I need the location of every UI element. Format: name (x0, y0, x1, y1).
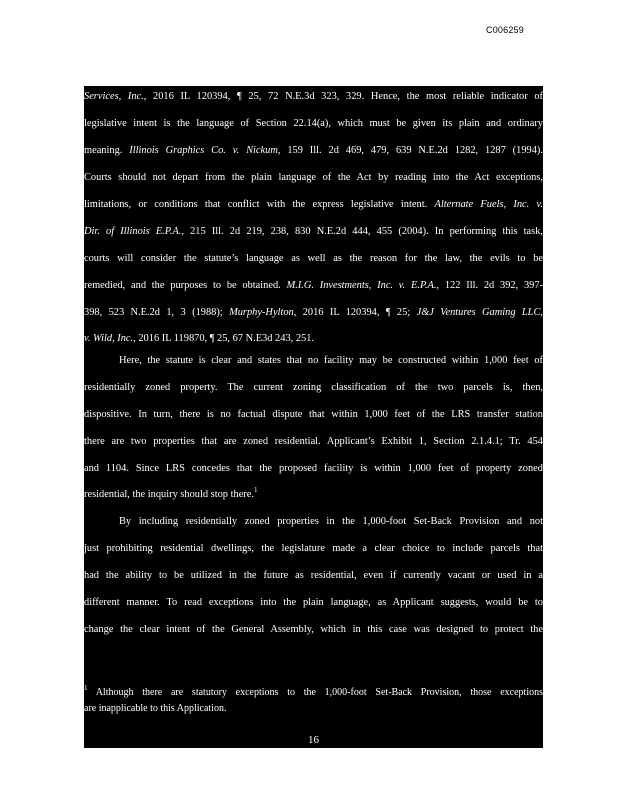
text-line (84, 621, 543, 639)
text-span: remedied, and the purposes to be obtained. (84, 280, 287, 291)
text-line (84, 594, 543, 612)
text-span: and 1104. Since LRS concedes that the proposed facility is within 1,000 feet of property zoned (84, 463, 543, 474)
text-line (84, 304, 543, 322)
text-span: , 2016 IL 120394, ¶ 25; (293, 307, 417, 318)
text-span: just prohibiting residential dwellings, the legislature made a clear choice to include parcels that (84, 543, 543, 554)
case-citation: v. Wild, Inc. (84, 333, 134, 344)
text-span: dispositive. In turn, there is no factual dispute that within 1,000 feet of the LRS transfer station (84, 409, 543, 420)
text-span: different manner. To read exceptions into the plain language, as Applicant suggests, would be to (84, 597, 543, 608)
text-span: there are two properties that are zoned residential. Applicant’s Exhibit 1, Section 2.1.4.1; Tr. 454 (84, 436, 543, 447)
text-span: By including residentially zoned properties in the 1,000-foot Set-Back Provision and not (119, 516, 543, 527)
text-line (84, 460, 543, 478)
text-line (84, 406, 543, 424)
text-line (84, 250, 543, 268)
text-line (84, 540, 543, 558)
case-citation: Services, Inc. (84, 91, 144, 102)
footnote-text: Although there are statutory exceptions to the 1,000-foot Set-Back Provision, those exceptions (95, 687, 543, 698)
text-line (84, 169, 543, 187)
text-line (84, 379, 543, 397)
text-line (84, 196, 543, 214)
case-citation: Illinois Graphics Co. v. Nickum (129, 145, 278, 156)
text-line (84, 277, 543, 295)
text-span: legislative intent is the language of Section 22.14(a), which must be given its plain and ordinary (84, 118, 543, 129)
footnote-reference: 1 (253, 486, 258, 494)
text-line (84, 330, 543, 348)
case-citation: Murphy-Hylton (229, 307, 294, 318)
text-line (84, 88, 543, 106)
footnote-marker: 1 (84, 684, 88, 692)
footnote-text: are inapplicable to this Application. (84, 703, 227, 714)
text-span: 398, 523 N.E.2d 1, 3 (1988); (84, 307, 230, 318)
page-number: 16 (308, 734, 319, 746)
text-span: , 2016 IL 120394, ¶ 25, 72 N.E.3d 323, 329. Hence, the most reliable indicator of (143, 91, 543, 102)
text-span: , 122 Ill. 2d 392, 397- (436, 280, 543, 291)
text-span: , 2016 IL 119870, ¶ 25, 67 N.E3d 243, 251. (133, 333, 315, 344)
text-line (84, 486, 543, 504)
text-line (84, 142, 543, 160)
text-line (84, 433, 543, 451)
text-span: Courts should not depart from the plain language of the Act by reading into the Act exceptions, (84, 172, 543, 183)
text-span: Here, the statute is clear and states that no facility may be constructed within 1,000 feet of (119, 355, 543, 366)
text-span: meaning. (84, 145, 130, 156)
text-span: had the ability to be utilized in the future as residential, even if currently vacant or used in a (84, 570, 543, 581)
text-span: , 215 Ill. 2d 219, 238, 830 N.E.2d 444, 455 (2004). In performing this task, (181, 226, 543, 237)
text-line (84, 115, 543, 133)
text-span: courts will consider the statute’s language as well as the reason for the law, the evils to be (84, 253, 543, 264)
text-line (84, 513, 543, 531)
text-line (84, 567, 543, 585)
text-span: residentially zoned property. The current zoning classification of the two parcels is, then, (84, 382, 543, 393)
case-citation: M.I.G. Investments, Inc. v. E.P.A. (286, 280, 437, 291)
text-span: limitations, or conditions that conflict with the express legislative intent. (84, 199, 435, 210)
text-span: , 159 Ill. 2d 469, 479, 639 N.E.2d 1282, 1287 (1994). (277, 145, 543, 156)
text-span: change the clear intent of the General Assembly, which in this case was designed to protect the (84, 624, 543, 635)
case-citation: J&J Ventures Gaming LLC, (416, 307, 543, 318)
document-id: C006259 (486, 25, 524, 35)
text-line (84, 223, 543, 241)
text-span: residential, the inquiry should stop there. (84, 489, 254, 500)
document-page (84, 86, 543, 748)
footnote-line (84, 700, 543, 718)
text-line (84, 352, 543, 370)
case-citation: Dir. of Illinois E.P.A. (84, 226, 182, 237)
case-citation: Alternate Fuels, Inc. v. (434, 199, 543, 210)
